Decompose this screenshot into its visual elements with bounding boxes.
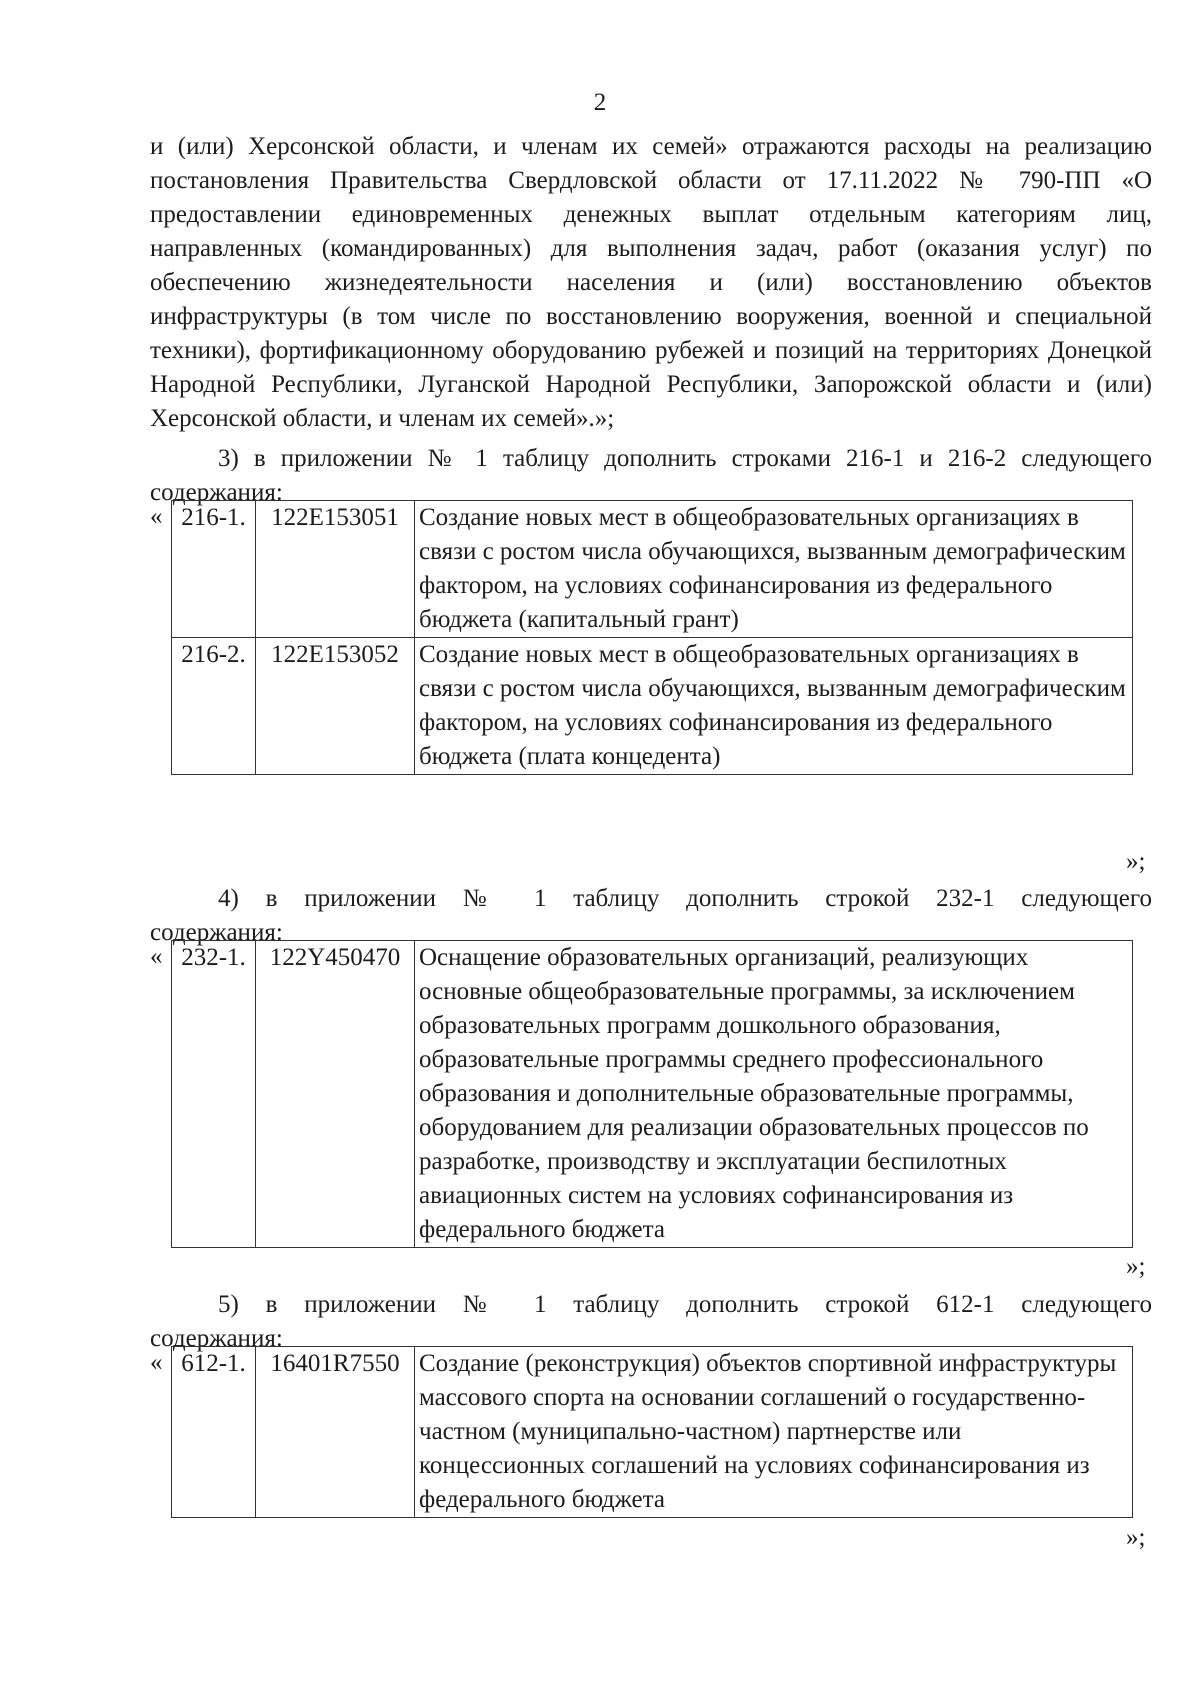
close-quote: »; bbox=[1126, 1253, 1146, 1280]
table-row bbox=[172, 638, 1133, 775]
open-quote: « bbox=[150, 503, 163, 530]
row-text: Оснащение образовательных организаций, реализующих основные общеобразовательные программы, за исключением образовательных программ дошкольного образования, образовательные программы среднего профессионального образования и дополнительные образовательные программы, оборудованием для реализации образовательных процессов по разработке, производству и эксплуатации беспилотных авиационных систем на условиях софинансирования из федерального бюджета bbox=[415, 941, 1133, 1248]
close-quote: »; bbox=[1126, 1524, 1146, 1551]
item-3-line2: содержания: bbox=[150, 479, 283, 506]
row-text: Создание (реконструкция) объектов спортивной инфраструктуры массового спорта на основании соглашений о государственно-частном (муниципально-частном) партнерстве или концессионных соглашений на условиях софинансирования из федерального бюджета bbox=[415, 1347, 1133, 1518]
open-quote: « bbox=[150, 1349, 163, 1376]
row-number: 216-2. bbox=[172, 638, 256, 775]
item-4-line1: 4) в приложении № 1 таблицу дополнить строкой 232-1 следующего bbox=[218, 885, 1152, 912]
item-3-line1: 3) в приложении № 1 таблицу дополнить строками 216-1 и 216-2 следующего bbox=[218, 445, 1152, 472]
page-number: 2 bbox=[593, 89, 607, 116]
insert-table-232 bbox=[171, 940, 1133, 1248]
close-quote: »; bbox=[1126, 848, 1146, 875]
table-row bbox=[172, 941, 1133, 1248]
item-4-line2: содержания: bbox=[150, 919, 283, 946]
row-code: 122E153051 bbox=[256, 501, 415, 638]
row-text: Создание новых мест в общеобразовательных организациях в связи с ростом числа обучающихся, вызванным демографическим фактором, на условиях софинансирования из федерального бюджета (капитальный грант) bbox=[415, 501, 1133, 638]
intro-paragraph: и (или) Херсонской области, и членам их семей» отражаются расходы на реализацию постановления Правительства Свердловской области от 17.11.2022 № 790-ПП «О предоставлении единовременных денежных выплат отдельным категориям лиц, направленных (командированных) для выполнения задач, работ (оказания услуг) по обеспечению жизнедеятельности населения и (или) восстановлению объектов инфраструктуры (в том числе по восстановлению вооружения, военной и специальной техники), фортификационному оборудованию рубежей и позиций на территориях Донецкой Народной Республики, Луганской Народной Республики, Запорожской области и (или) Херсонской области, и членам их семей».»; bbox=[150, 133, 1152, 432]
row-code: 122Y450470 bbox=[256, 941, 415, 1248]
insert-table-612 bbox=[171, 1346, 1133, 1518]
insert-table-216 bbox=[171, 500, 1133, 775]
open-quote: « bbox=[150, 943, 163, 970]
table-row bbox=[172, 1347, 1133, 1518]
row-code: 16401R7550 bbox=[256, 1347, 415, 1518]
row-number: 216-1. bbox=[172, 501, 256, 638]
row-text: Создание новых мест в общеобразовательных организациях в связи с ростом числа обучающихся, вызванным демографическим фактором, на условиях софинансирования из федерального бюджета (плата концедента) bbox=[415, 638, 1133, 775]
row-number: 612-1. bbox=[172, 1347, 256, 1518]
row-code: 122E153052 bbox=[256, 638, 415, 775]
item-5-line2: содержания: bbox=[150, 1325, 283, 1352]
row-number: 232-1. bbox=[172, 941, 256, 1248]
table-row bbox=[172, 501, 1133, 638]
item-5-line1: 5) в приложении № 1 таблицу дополнить строкой 612-1 следующего bbox=[218, 1291, 1152, 1318]
